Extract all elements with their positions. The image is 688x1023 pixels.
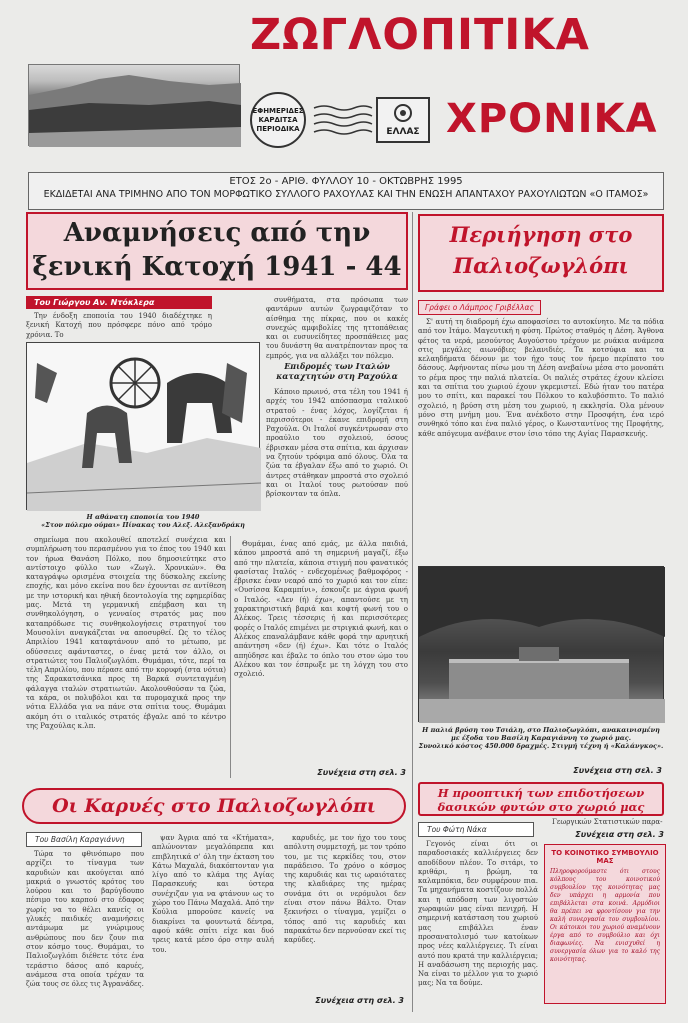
prospects-headline-line1: Η προοπτική των επιδοτήσεων bbox=[437, 786, 645, 800]
issue-line: ΕΤΟΣ 2ο - ΑΡΙΘ. ΦΥΛΛΟΥ 10 - ΟΚΤΩΒΡΗΣ 1995 bbox=[229, 176, 463, 187]
tour-body bbox=[418, 318, 664, 562]
tour-caption-line1: Η παλιά βρύση του Τσιάλη, στο Παλιοζωγλόπι, ανακαινισμένη bbox=[422, 726, 660, 734]
periodicals-stamp bbox=[250, 92, 306, 148]
walnuts-col2 bbox=[152, 834, 274, 1010]
occupation-subhead: Επιδρομές των Ιταλών καταχτητών στη Ραχούλα bbox=[276, 361, 398, 381]
page-divider bbox=[412, 212, 413, 1012]
walnuts-col2-text: ψαν Άγρια από τα «Κτήματα», απλώνονταν μεγαλόπρεπα και επιβλητικά σ' όλη την έκταση του Κάτω Μαχαλά, διακόπτονταν για λίγο από το κλάμα της Αγίας Παρασκευής και ύστερα συνέχιζαν για να φτάνουν ως το χώρο του Πάνω Μαχαλά. Από την Κούλια μπορούσε κανείς να διακρίνει τα φουντωτά δέντρα, αφού κάθε σπίτι είχε και δυό τρεις κατά μέσο όρο στην αυλή του. bbox=[152, 834, 274, 954]
prospects-body-text: Γεγονός είναι ότι οι παραδοσιακές καλλιέργειες δεν αποδίδουν πλέον. Το σιτάρι, το κριθάρι, η βρώμη, τα καλαμπόκια, δεν συμφέρουν πια. Τα μηχανήματα κοστίζουν πολλά και η απόδοση των λιγοστών χωραφιών μας είναι πενιχρή. Η σημερινή κατάσταση του χωριού μας επιβάλλει έναν προσανατολισμό των κατοίκων προς νέες καλλιέργειες. Τι είναι αυτό που κρατά την καλλιέργεια; Η αναδάσωση της περιοχής μας. Να είναι το μέλλον για το χωριό μας; Να τα δούμε. bbox=[418, 840, 538, 988]
tour-headline-line2: Παλιοζωγλόπι bbox=[453, 253, 629, 278]
prospects-continued: Συνέχεια στη σελ. 3 bbox=[575, 830, 664, 839]
tour-headline-line1: Περιήγηση στο bbox=[449, 222, 633, 247]
occupation-byline: Του Γιώργου Αν. Ντόκλερα bbox=[26, 296, 212, 309]
walnuts-col3-text: καρυδιές, με τον ήχο του τους απόλυτη συμμετοχή, με τον τρόπο του, με τις κερκίδες του, στον παράδεισο. Το χρόνο ο κόσμος της καρυδιάς και τις ωραιότατες της κλαδιάρες της ημέρας συνάμα ότι οι νερόμυλοι δεν είναι στον πάνω Βάλτο. Όταν ξεκινήσει ο τίναγμα, γεμίζει ο τόπος από τις καρυδιές και παρακάτω δεν περνούσαν εκεί τις καρύδες. bbox=[284, 834, 406, 945]
masthead-title-line1: ΖΩΓΛΟΠΙΤΙΚΑ bbox=[250, 10, 590, 60]
masthead-village-photo bbox=[28, 64, 240, 146]
hellas-stamp bbox=[376, 97, 430, 143]
occupation-col1-lower bbox=[26, 536, 226, 776]
tour-continued: Συνέχεια στη σελ. 3 bbox=[573, 766, 662, 775]
tour-fountain-photo bbox=[418, 566, 664, 722]
tour-caption-line3: Συνολικό κόστος 450.000 δραχμές. Στιγμή τέχνη ή «Καλάνγκος». bbox=[418, 742, 664, 750]
prospects-headline-line2: δασικών φυτών στο χωριό μας bbox=[437, 800, 645, 814]
occupation-headline-box bbox=[26, 212, 408, 290]
walnuts-continued: Συνέχεια στη σελ. 3 bbox=[315, 996, 404, 1005]
prospects-body bbox=[418, 840, 538, 1012]
village-landscape-illustration bbox=[29, 65, 241, 147]
occupation-col2-upper bbox=[266, 296, 408, 360]
post-horn-icon bbox=[388, 102, 418, 124]
walnuts-col3 bbox=[284, 834, 406, 994]
occupation-col1-lower-text: σημείωμα που ακολουθεί αποτελεί συνέχεια και συμπλήρωση του περασμένου για το έπος του 1940 και τον ήρωα Θανάση Πόλκο, που δημοσιεύτηκε στο αντίστοιχο φύλλο των «Ζωγλ. Χρονικών». Θα καταγράψω ορισμένα στοιχεία της δύσκολης εκείνης εποχής, και μόνο εκείνα που δεν έχουνται σε αντίθεση με την ιστορική και ηθική δεοντολογία της εφημερίδας μας. Μετά τη γερμανική επέμβαση και τη συνθηκολόγηση, ο γενναίος στρατός μας που καταπρόδωσε τις συνθηκολογήσεις στρατηγοί του Μουσολίνι αναγκάζεται να αποσυρθεί. Ως το τέλος Απριλίου 1941 καταφτάνουν από το μέτωπο, με οδύσσειες αφάνταστες, ο ένας μετά τον άλλο, οι στρατιώτες του Παλιοζωγλόπι. Θυμάμαι, τότε, περί τα τέλη Απριλίου, που πέρασε από την κορυφή (στα νότια) της Σαρακατσάνικα προς τη Βαρκά συντεταγμένη φάλαγγα ιταλών στρατιωτών. Ακολουθούσαν τα ζώα, τα κάρα, οι πολυβόλοι και τα πυρομαχικά προς την νότια Ελλάδα για να πάνε στα σπίτια τους. Θυμάμαι ακόμη ότι ο ιταλικός στρατός έβγαλε από το κέντρο της Ραχούλας κ.λπ. bbox=[26, 536, 226, 730]
occupation-col2-lower-text: Θυμάμαι, ένας από εμάς, με άλλα παιδιά, κάπου μπροστά από τη σημερινή μαγαζί, έξω από την πλατεία, κάποια στιγμή που φανατικός φασίστας Ιταλός - ενδεχομένως βαθμοφόρος - έβρισκε έναν νεαρό από το χωριό και τον είπε: «Ουσίσσα Καραμπίνι», έσκουζε με άγρια φωνή ο Ιταλός. «Δεν (ή) έχω», απαντούσε με τη χαρακτηριστική βαριά και κοφτή φωνή του ο Αλέκος. Τρεις τέσσερις ή και περισσότερες φορές ο Ιταλός επιμένει με στριγκιά φωνή, και ο Αλέκος επαναλάμβανε κάθε φορά την αρνητική απάντηση «δεν (ή) έχω». Και τότε ο Ιταλός απηύδησε και έβαλε το όπλο του στον ώμο του Αλέκου και τον έσπρωξε με τη λόγχη του στο σχολειό. bbox=[234, 540, 408, 679]
occupation-headline-line2: ξενική Κατοχή 1941 - 44 bbox=[32, 252, 402, 282]
column-divider bbox=[230, 536, 231, 778]
walnuts-headline: Οι Καρυές στο Παλιοζωγλόπι bbox=[52, 795, 376, 817]
occupation-illustration-caption bbox=[26, 513, 260, 529]
stamp-circle-text: ΕΦΗΜΕΡΙΔΕΣ ΚΑΡΔΙΤΣΑ ΠΕΡΙΟΔΙΚΑ bbox=[252, 106, 304, 133]
walnuts-headline-box bbox=[22, 788, 406, 824]
tour-byline: Γράφει ο Λάμπρος Γριβέλλας bbox=[418, 300, 541, 315]
tour-body-text: Σ' αυτή τη διαδρομή έχω αποφασίσει το αυτοκίνητο. Με τα πόδια από τον Ιτάμο. Μαγευτική η φύση. Πρώτος σταθμός η Δέση. Άγθονα φέτος τα νερά, μεσούντος Αυγούστου τρέχουν με ρυάκια ανάμεσα στις μεγάλες αιωνόβιες βελανιδιές. Τα κοτσύφια και τα κελαηδήματα δένουν με τον ήχο τους τον ήρεμο περίπατο του δάσους. Αφήνοντας πίσω μου τη Δέση ανεβαίνω μέσα στο μονοπάτι το ρέμα προς την παλιά πλατεία. Οι παλιές στράτες έχουν κλείσει και τα σπίτια του χωριού έχουν γκρεμιστεί. Εδώ ήταν του πατέρα μου το σπίτι, και παρακεί του Πόλκου το καλυβόσπιτο. Το παλιό σχολειό, η βρύση στη μέση του χωριού, η εκκλησία. Όλα μένουν μόνο στη μνήμη μου. Ένα ανέκδοτο στην Προσφήτη, ένα ιερό συνθηκό τόπο και ένα παλιό γέρος, ο Κωνσταντίνος της Προφήτης, κάθε απόγευμα ανέβαινε στον ίσιο τόπο της Αγίας Παρασκευής. bbox=[418, 318, 664, 438]
publisher-line: ΕΚΔΙΔΕΤΑΙ ΑΝΑ ΤΡΙΜΗΝΟ ΑΠΟ ΤΟΝ ΜΟΡΦΩΤΙΚΟ ΣΥΛΛΟΓΟ ΡΑΧΟΥΛΑΣ ΚΑΙ ΤΗΝ ΕΝΩΣΗ ΑΠΑΝΤΑΧΟΥ ΡΑΧΟΥΛΙΩΤΩΝ «Ο ΙΤΑΜΟΣ» bbox=[43, 189, 649, 200]
masthead-title-line2: ΧΡΟΝΙΚΑ bbox=[446, 96, 658, 142]
occupation-col2-sub bbox=[266, 388, 408, 538]
postmark-waves-icon bbox=[312, 102, 372, 138]
walnuts-byline: Του Βασίλη Καραγιάννη bbox=[26, 832, 142, 847]
occupation-continued: Συνέχεια στη σελ. 3 bbox=[317, 768, 406, 777]
stamp-rect-text: ΕΛΛΑΣ bbox=[386, 127, 420, 137]
occupation-headline-line1: Αναμνήσεις από την bbox=[63, 218, 371, 248]
prospects-headline-box bbox=[418, 782, 664, 816]
council-notice-box bbox=[544, 844, 666, 1004]
war-cannon-horses-illustration bbox=[27, 343, 261, 511]
prospects-side bbox=[544, 818, 666, 828]
prospects-byline: Του Φώτη Νάκα bbox=[418, 822, 534, 837]
tour-caption-line2: με έξοδα του Βασίλη Καραγιάννη το χωριό μας. bbox=[450, 734, 632, 742]
occupation-illustration bbox=[26, 342, 260, 510]
tour-headline-box bbox=[418, 214, 664, 292]
prospects-side-text: Γεωργικών Στατιστικών παρα- bbox=[552, 818, 663, 826]
occupation-caption-line2: «Στον πόλεμο ούμαι» Πίνακας του Αλεξ. Αλεξανδράκη bbox=[41, 521, 245, 529]
occupation-caption-line1: Η αθάνατη εποποιία του 1940 bbox=[86, 513, 200, 521]
issue-info-box bbox=[28, 172, 664, 210]
walnuts-col1-text: Τώρα το φθινόπωρο που αρχίζει το τίναγμα των καρυδιών και ακούγεται από μακριά ο γνωστός κρότος του λούρου και το βαρύγδουπο πέσιμο του καρπού στο έδαφος χωρίς να το θέλει κανείς οι γλυκές παιδικές αναμνήσεις αντάμωμα με γνώριμους ανθρώπους που δεν ζουν πια στον κόσμο τους. Θυμάμαι, το Παλιοζωγλόπι διέθετε τότε ένα τεράστιο δάσος από καρυές, ανάμεσα στα οποία τρέχαν τα ζώα τους σε όλες τις Άγρανάδες. bbox=[26, 850, 144, 989]
council-title: ΤΟ ΚΟΙΝΟΤΙΚΟ ΣΥΜΒΟΥΛΙΟ ΜΑΣ bbox=[551, 849, 659, 865]
occupation-col2-text: συνθήματα, στα πρόσωπα των φαντάρων αυτών ζωγραφιζόταν το αίσθημα της πίκρας, που οι κακές συνεχώς αμφιβολίες της ηττοπάθειας και οι ευσυνείδητες προσπάθειες μας του δυνάστη θα ανατρέπονταν προς τα εμπρός, για να αλλάξει τον πόλεμο. bbox=[266, 296, 408, 360]
occupation-col1-intro bbox=[26, 312, 212, 338]
occupation-col2-lower bbox=[234, 540, 408, 760]
stone-fountain-photo-illustration bbox=[419, 567, 665, 723]
occupation-col2-sub-text: Κάποιο πρωινό, στα τέλη του 1941 ή αρχές του 1942 απόσπασμα ιταλικού στρατού - ένας λόχος, λογίζεται ή περισσότεροι - έκανε επιδρομή στη Ραχούλα. Οι Ιταλοί συγκέντρωσαν στο προαύλιο του σχολειού, όσους έβρισκαν μέσα στα σπίτια, και άρχισαν να ζητούν τρόφιμα από όλους. Όλα τα ζώα τα έβγαλαν έξω από το χωριό. Οι άντρες στάθηκαν μπροστά στο σχολειό και οι Ιταλοί τους ρωτούσαν πού βρίσκονταν τα όπλα. bbox=[266, 388, 408, 499]
council-text: Πληροφορούμαστε ότι στους κόλπους του κοινοτικού συμβουλίου της κοινότητας μας δεν υπάρχει η αρμονία που επιβάλλεται στα κοινά. Αρμόδιοι θα πρέπει να φροντίσουν για την καλή συνεργασία του συμβουλίου. Οι κάτοικοι του χωριού αναμένουν έργα από το συμβούλιο και όχι διαφωνίες. Να ενισχυθεί η συνεργασία όλων για το καλό της κοινότητας. bbox=[550, 868, 660, 963]
walnuts-col1 bbox=[26, 850, 144, 1010]
tour-photo-caption bbox=[418, 726, 664, 750]
occupation-col1-intro-text: Την ένδοξη εποποιία του 1940 διαδέχτηκε η ξενική Κατοχή που πρόσφερε πόνο από τρόμο χρόνια. Το bbox=[26, 312, 212, 339]
